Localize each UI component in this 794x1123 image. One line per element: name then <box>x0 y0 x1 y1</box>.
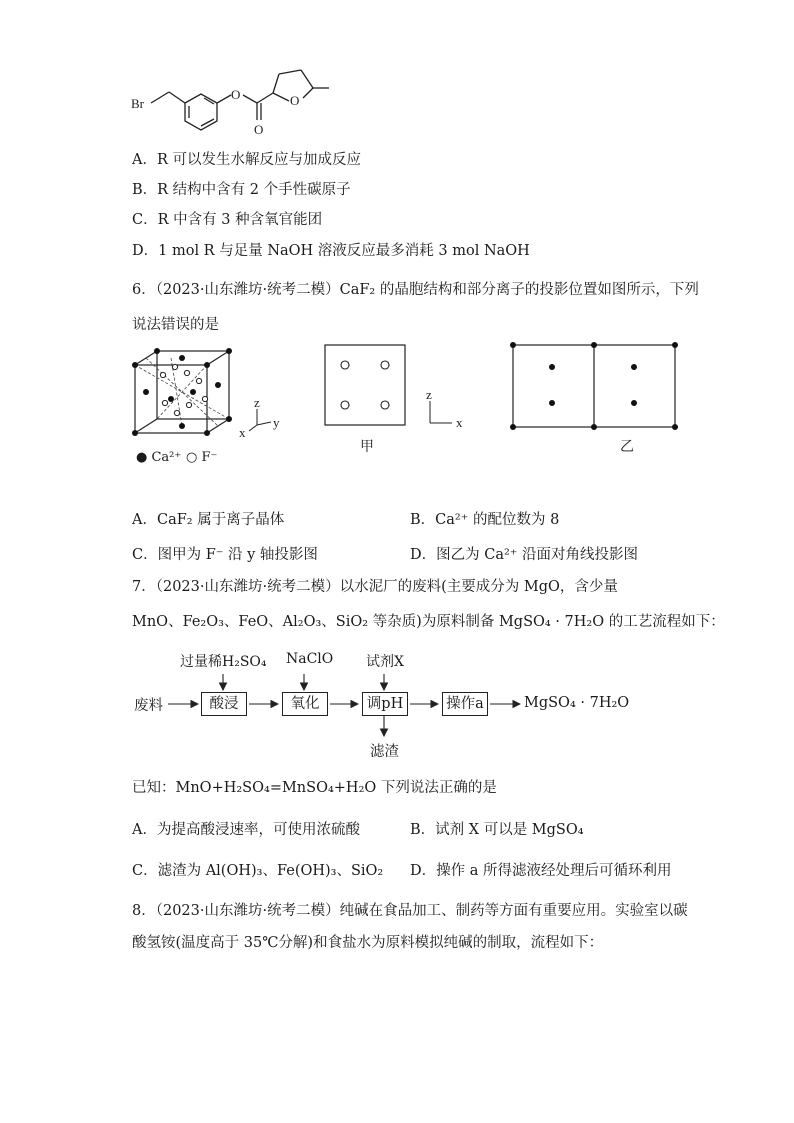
q8-stem-line2: 酸氢铵(温度高于 35℃分解)和食盐水为原料模拟纯碱的制取，流程如下： <box>132 935 604 951</box>
label-yi: 乙 <box>620 439 634 455</box>
flow-step-operation-a: 操作a <box>442 692 488 716</box>
reagent-x: 试剂X <box>366 654 404 670</box>
projection-jia-figure <box>322 343 412 427</box>
unit-cell-axis-x: x <box>239 425 246 440</box>
ring-o-label: O <box>290 93 300 108</box>
legend-f: ○ F⁻ <box>186 450 218 465</box>
flow-start: 废料 <box>134 698 163 714</box>
flow-step-acid-leach: 酸浸 <box>201 692 247 716</box>
unit-cell-axis-y: y <box>273 415 280 430</box>
flow-step-oxidize: 氧化 <box>282 692 328 716</box>
q6-option-a[interactable]: A．CaF₂ 属于离子晶体 <box>132 512 285 528</box>
q6-stem-line2: 说法错误的是 <box>132 317 219 333</box>
q8-stem-line1: 8．（2023·山东潍坊·统考二模）纯碱在食品加工、制药等方面有重要应用。实验室以碳 <box>132 903 688 919</box>
q7-stem-line1: 7．（2023·山东潍坊·统考二模）以水泥厂的废料(主要成分为 MgO，含少量 <box>132 579 618 595</box>
q5-option-a[interactable]: A．R 可以发生水解反应与加成反应 <box>132 152 361 168</box>
molecule-structure <box>125 48 345 140</box>
flow-residue: 滤渣 <box>370 744 399 760</box>
unit-cell-axis-z: z <box>254 395 260 410</box>
flow-step-adjust-ph: 调pH <box>362 692 408 716</box>
carbonyl-o-label: O <box>254 122 264 137</box>
q7-stem-line2: MnO、Fe₂O₃、FeO、Al₂O₃、SiO₂ 等杂质)为原料制备 MgSO₄ · 7H₂O 的工艺流程如下： <box>132 614 725 630</box>
projection-axes <box>420 385 470 430</box>
projection-yi-figure <box>508 341 684 433</box>
proj-axis-x: x <box>456 415 463 430</box>
flow-product: MgSO₄ · 7H₂O <box>524 695 630 711</box>
q7-known: 已知：MnO+H₂SO₄=MnSO₄+H₂O 下列说法正确的是 <box>132 780 497 796</box>
reagent-h2so4: 过量稀H₂SO₄ <box>180 654 267 670</box>
q6-option-b[interactable]: B．Ca²⁺ 的配位数为 8 <box>410 512 560 528</box>
q7-option-b[interactable]: B．试剂 X 可以是 MgSO₄ <box>410 822 584 838</box>
q7-option-a[interactable]: A．为提高酸浸速率，可使用浓硫酸 <box>132 822 360 838</box>
q7-option-d[interactable]: D．操作 a 所得滤液经处理后可循环利用 <box>410 863 672 879</box>
legend-ca: ● Ca²⁺ <box>136 450 182 465</box>
q6-option-c[interactable]: C．图甲为 F⁻ 沿 y 轴投影图 <box>132 547 318 563</box>
q5-option-b[interactable]: B．R 结构中含有 2 个手性碳原子 <box>132 182 351 198</box>
q5-option-d[interactable]: D．1 mol R 与足量 NaOH 溶液反应最多消耗 3 mol NaOH <box>132 243 530 259</box>
reagent-naclo: NaClO <box>286 651 334 667</box>
label-jia: 甲 <box>360 439 374 455</box>
q5-option-c[interactable]: C．R 中含有 3 种含氧官能团 <box>132 212 323 228</box>
q7-option-c[interactable]: C．滤渣为 Al(OH)₃、Fe(OH)₃、SiO₂ <box>132 863 384 879</box>
br-label: Br <box>131 96 144 111</box>
q6-stem-line1: 6．（2023·山东潍坊·统考二模）CaF₂ 的晶胞结构和部分离子的投影位置如图所示，下列 <box>132 282 699 298</box>
proj-axis-z: z <box>426 387 432 402</box>
ester-o-label: O <box>231 87 241 102</box>
caf2-unit-cell-figure <box>125 345 295 445</box>
q6-option-d[interactable]: D．图乙为 Ca²⁺ 沿面对角线投影图 <box>410 547 639 563</box>
